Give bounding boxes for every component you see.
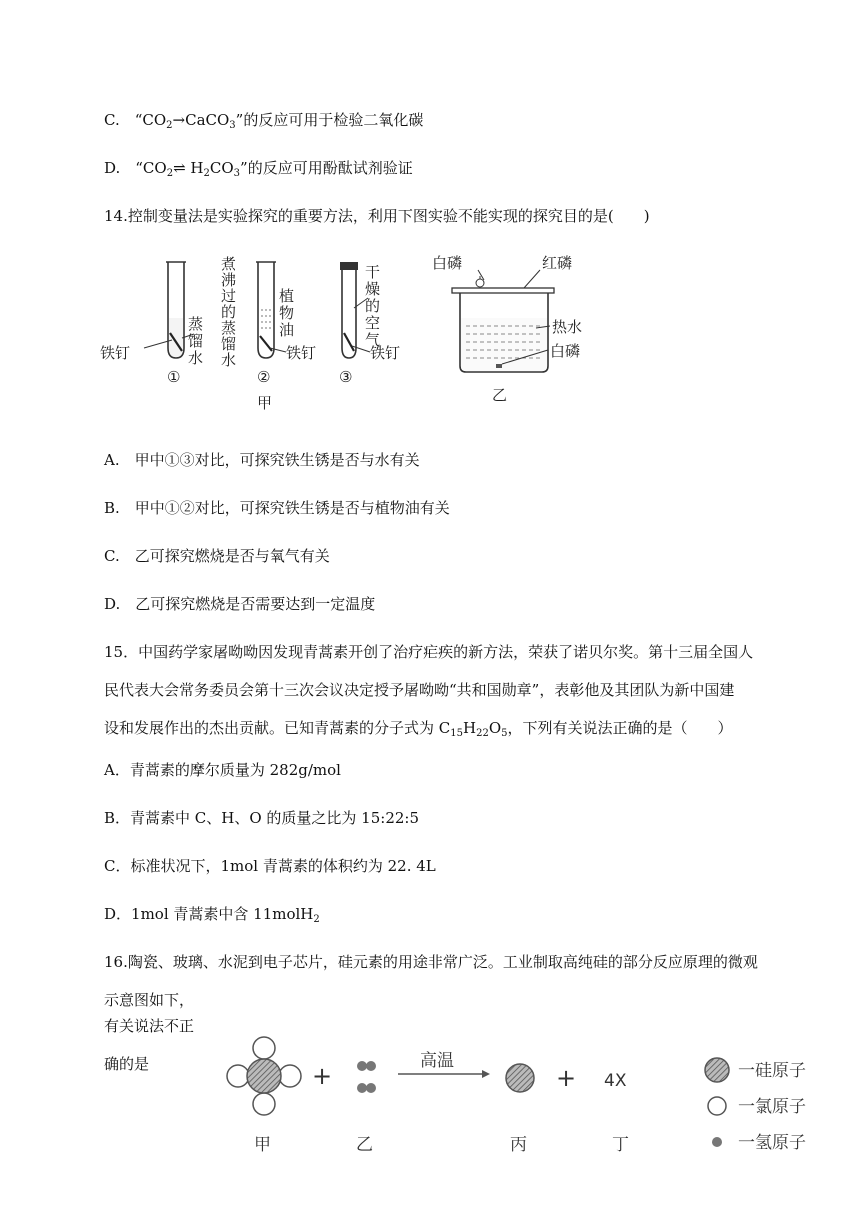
q14-option-d: D. 乙可探究燃烧是否需要达到一定温度 xyxy=(104,595,376,613)
q16-stem-line1: 16.陶瓷、玻璃、水泥到电子芯片，硅元素的用途非常广泛。工业制取高纯硅的部分反应原理的微观 xyxy=(104,953,758,971)
white-phosphorus-bottom-label: 白磷 xyxy=(550,342,581,360)
q15-option-c: C．标准状况下，1mol 青蒿素的体积约为 22. 4L xyxy=(104,857,436,875)
label-ding: 丁 xyxy=(612,1135,629,1155)
q16-stem-line4: 确的是 xyxy=(104,1055,150,1073)
tube2-top-label xyxy=(219,255,237,368)
tube1-vertical-label xyxy=(186,315,204,367)
tube3-vertical-label xyxy=(363,264,381,349)
svg-text:植物油: 植物油 xyxy=(277,288,295,339)
tube3-number: ③ xyxy=(339,368,353,386)
label-bing: 丙 xyxy=(510,1135,527,1155)
q16-figure xyxy=(220,1026,840,1166)
beaker-yi xyxy=(452,270,554,372)
q15-stem-line3: 设和发展作出的杰出贡献。已知青蒿素的分子式为 $C_{15}H_{22}O_5$，下列有关说法正确的是（ ） xyxy=(104,719,733,739)
q14-stem: 14.控制变量法是实验探究的重要方法，利用下图实验不能实现的探究目的是( ) xyxy=(104,207,650,225)
molecule-jia xyxy=(227,1037,301,1115)
plus-2: + xyxy=(556,1064,577,1092)
plus-1: + xyxy=(312,1062,333,1090)
q14-option-b: B. 甲中①②对比，可探究铁生锈是否与植物油有关 xyxy=(104,499,450,517)
svg-text:蒸馏水: 蒸馏水 xyxy=(186,316,204,367)
q15-option-a: A．青蒿素的摩尔质量为 282g/mol xyxy=(104,761,341,779)
legend-silicon: 一硅原子 xyxy=(738,1061,806,1081)
q15-option-b: B．青蒿素中 C、H、O 的质量之比为 15:22:5 xyxy=(104,809,420,827)
q13-option-d: D. “$CO_2\rightleftharpoons$ $H_2CO_3$”的反应可用酚酞试剂验证 xyxy=(104,159,413,179)
figure-jia-caption: 甲 xyxy=(257,394,273,412)
q14-option-c: C. 乙可探究燃烧是否与氧气有关 xyxy=(104,547,330,565)
q13-option-c: C. “$CO_2\to CaCO_3$”的反应可用于检验二氧化碳 xyxy=(104,111,424,131)
q14-option-a: A. 甲中①③对比，可探究铁生锈是否与水有关 xyxy=(104,451,420,469)
reaction-arrow xyxy=(398,1070,490,1078)
red-phosphorus-label: 红磷 xyxy=(542,254,573,272)
tube2-right-label: 铁钉 xyxy=(286,344,317,362)
figure-yi-caption: 乙 xyxy=(492,386,508,404)
ding-coefficient: 4X xyxy=(604,1071,627,1091)
q15-stem-line2: 民代表大会常务委员会第十三次会议决定授予屠呦呦“共和国勋章”，表彰他及其团队为新中国建 xyxy=(104,681,735,699)
tube1-number: ① xyxy=(167,368,181,386)
hot-water-label: 热水 xyxy=(552,318,583,336)
tube3-right-label: 铁钉 xyxy=(370,344,401,362)
molecule-bing xyxy=(506,1064,534,1092)
q16-stem-line3: 有关说法不正 xyxy=(104,1017,195,1035)
label-jia: 甲 xyxy=(254,1135,271,1155)
q15-stem-line1: 15．中国药学家屠呦呦因发现青蒿素开创了治疗疟疾的新方法，荣获了诺贝尔奖。第十三届全国人 xyxy=(104,643,754,661)
tube2-oil-label xyxy=(277,287,295,339)
q14-figure xyxy=(100,248,620,418)
svg-text:煮沸过的蒸馏水: 煮沸过的蒸馏水 xyxy=(219,256,237,368)
tube1-left-label: 铁钉 xyxy=(100,344,131,362)
legend-chlorine: 一氯原子 xyxy=(738,1097,806,1117)
q16-stem-line2: 示意图如下， xyxy=(104,991,195,1009)
q15-option-d: D．1mol 青蒿素中含 11molH$_2$ xyxy=(104,905,320,925)
label-yi: 乙 xyxy=(356,1135,373,1155)
legend xyxy=(705,1058,729,1147)
legend-hydrogen: 一氢原子 xyxy=(738,1133,806,1153)
reaction-condition: 高温 xyxy=(420,1051,454,1071)
white-phosphorus-top-label: 白磷 xyxy=(432,254,463,272)
molecule-yi xyxy=(357,1061,376,1093)
svg-text:干燥的空气: 干燥的空气 xyxy=(363,264,381,349)
tube2-number: ② xyxy=(257,368,271,386)
